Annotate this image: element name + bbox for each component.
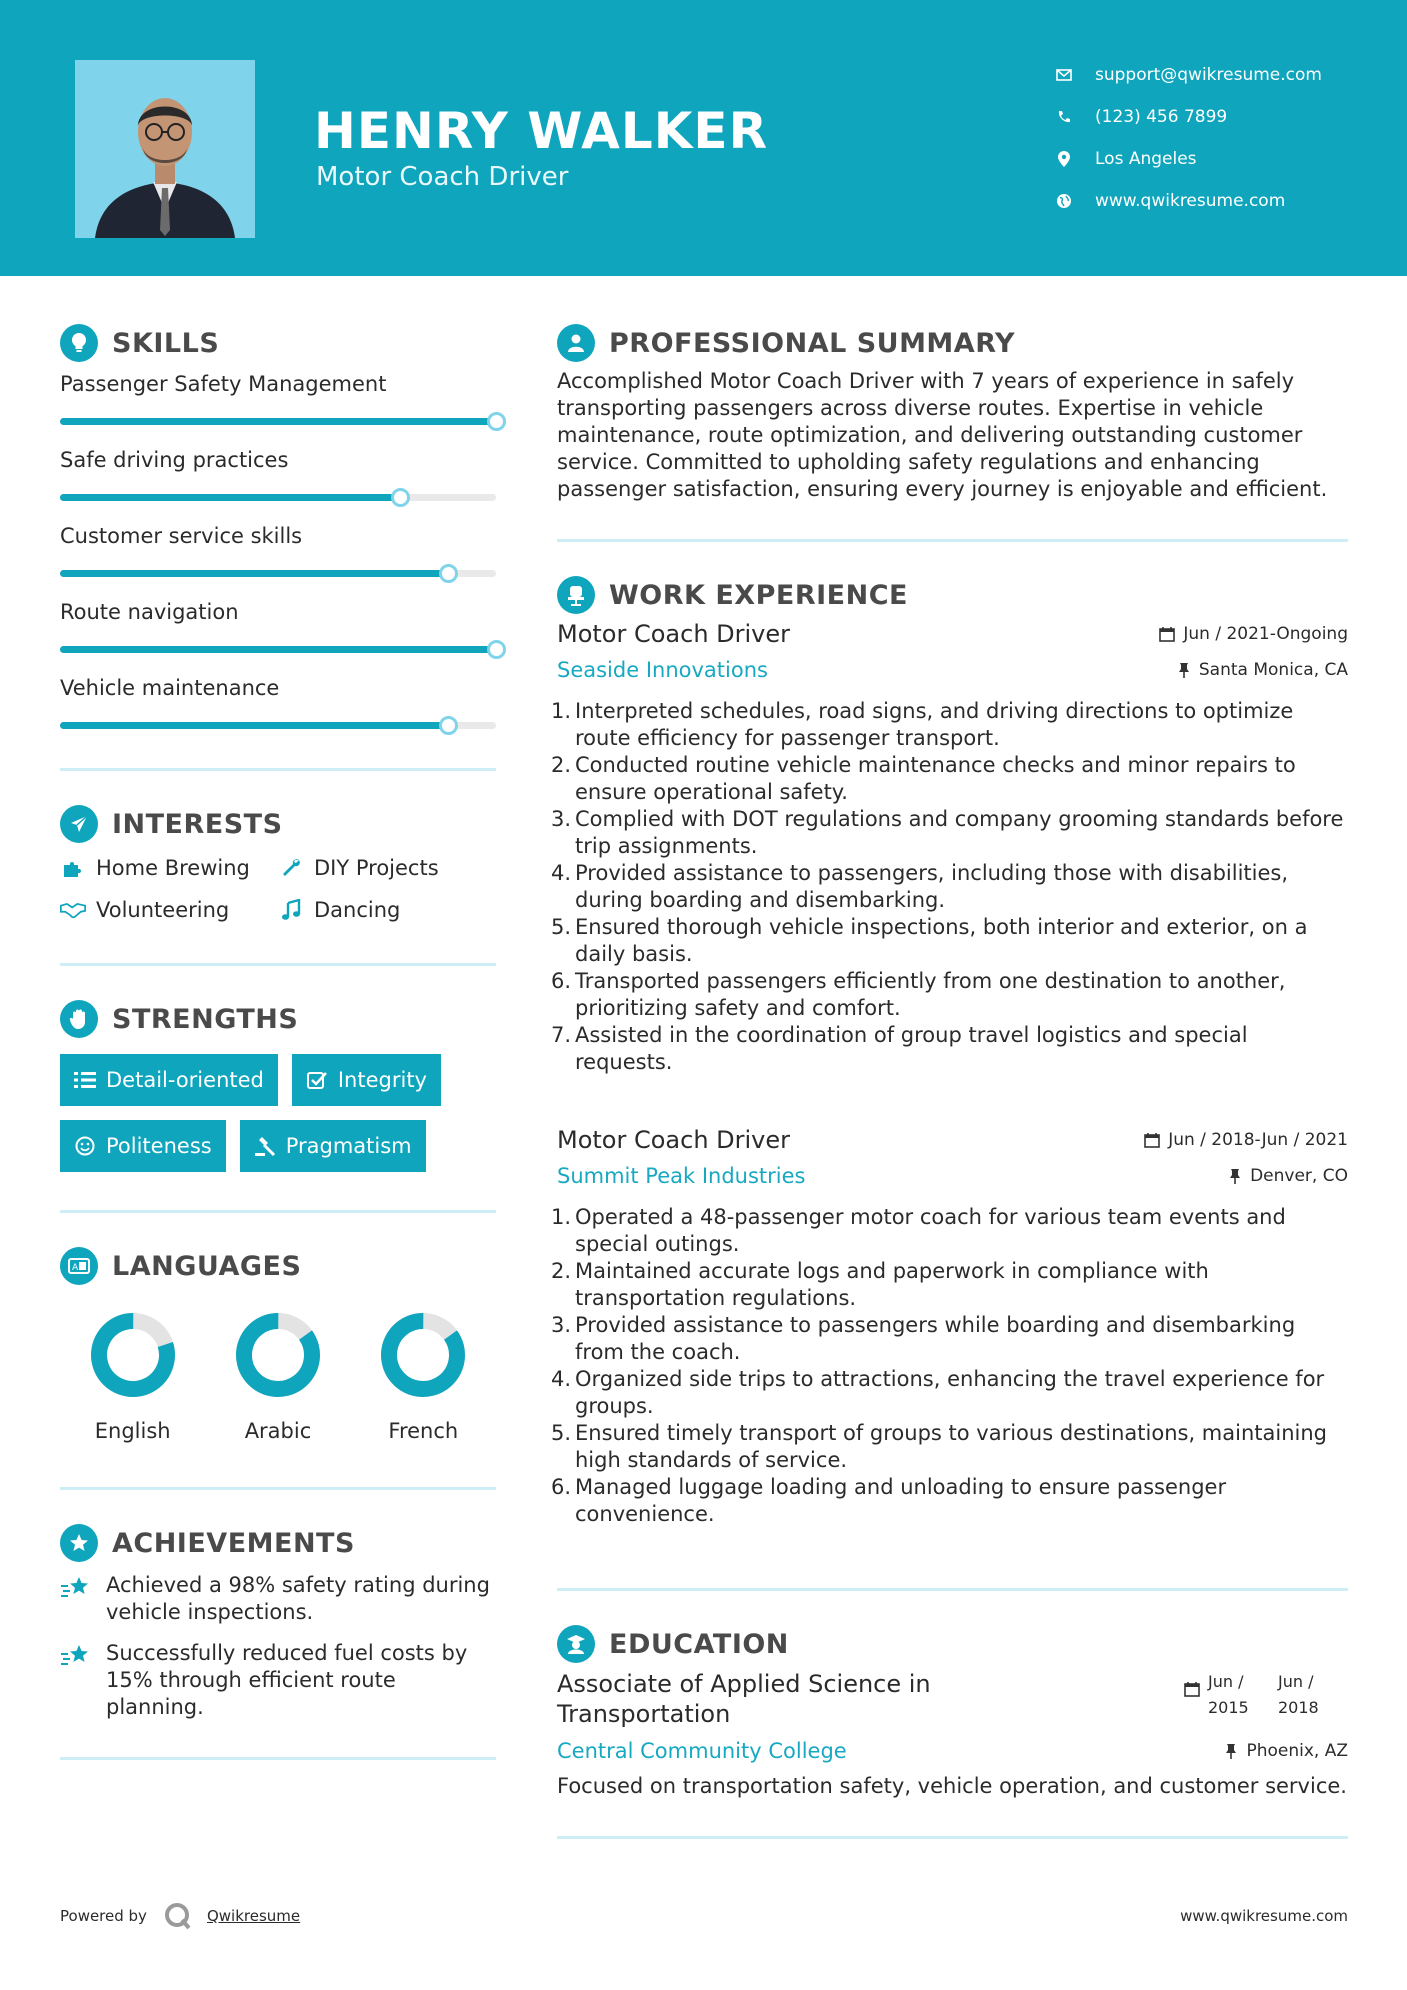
bullet-text: Maintained accurate logs and paperwork in compliance with transportation regulations. <box>575 1259 1209 1310</box>
summary-heading <box>557 318 1348 368</box>
section-divider <box>60 1757 496 1760</box>
list-item: 3. Provided assistance to passengers while boarding and disembarking from the coach. <box>551 1313 1296 1364</box>
shooting-star-icon <box>60 1574 92 1602</box>
bullet-text: Complied with DOT regulations and company grooming standards before trip assignments. <box>575 807 1344 858</box>
calendar-icon <box>1184 1681 1200 1697</box>
list-item: 5. Ensured timely transport of groups to various destinations, maintaining high standards of service. <box>551 1421 1327 1472</box>
strength-label: Pragmatism <box>285 1134 412 1158</box>
achievement-item <box>60 1640 496 1721</box>
smile-icon <box>74 1135 96 1157</box>
education-date <box>1184 1669 1348 1721</box>
contact-email[interactable] <box>1055 54 1322 96</box>
powered-by-label: Powered by <box>60 1907 147 1925</box>
skill-label: Vehicle maintenance <box>60 676 280 700</box>
puzzle-icon <box>60 855 86 881</box>
resume-header <box>0 0 1407 276</box>
skills-title: SKILLS <box>112 327 220 359</box>
job-bullets <box>551 698 1348 1076</box>
languages-heading <box>60 1241 496 1291</box>
graduate-icon <box>557 1625 595 1663</box>
interest-label: Volunteering <box>96 898 230 922</box>
language-label: English <box>94 1419 171 1443</box>
interests-list <box>60 849 496 963</box>
svg-text:A: A <box>72 1263 79 1273</box>
achievements-title: ACHIEVEMENTS <box>112 1527 355 1559</box>
website-text: www.qwikresume.com <box>1095 191 1286 211</box>
bullet-text: Conducted routine vehicle maintenance checks and minor repairs to ensure operational safety. <box>575 753 1296 804</box>
interest-item <box>278 855 496 881</box>
achievement-item <box>60 1572 496 1626</box>
strength-label: Integrity <box>337 1068 427 1092</box>
interest-item <box>278 897 496 923</box>
location-text: Los Angeles <box>1095 149 1197 169</box>
job-location <box>1177 660 1348 680</box>
bullet-text: Organized side trips to attractions, enhancing the travel experience for groups. <box>575 1367 1325 1418</box>
bullet-text: Interpreted schedules, road signs, and driving directions to optimize route efficiency for passenger transport. <box>575 699 1294 750</box>
skill-item <box>60 596 496 672</box>
paper-plane-icon <box>60 805 98 843</box>
music-icon <box>278 897 304 923</box>
list-item: 1. Interpreted schedules, road signs, and driving directions to optimize route efficiency for passenger transport. <box>551 699 1294 750</box>
contact-list <box>1055 54 1322 222</box>
strength-tag <box>60 1120 226 1172</box>
job-date-text: Jun / 2021-Ongoing <box>1183 624 1348 644</box>
education-end <box>1278 1669 1348 1721</box>
profile-photo <box>75 60 255 238</box>
job-date <box>1159 624 1348 644</box>
powered-by <box>60 1901 300 1931</box>
school-name: Central Community College <box>557 1739 847 1763</box>
skill-bar <box>60 646 496 653</box>
job-entry <box>551 1126 1348 1528</box>
skill-knob <box>487 412 506 431</box>
languages-list <box>60 1291 496 1487</box>
contact-phone[interactable] <box>1055 96 1322 138</box>
globe-icon <box>1055 192 1073 210</box>
envelope-icon <box>1055 66 1073 84</box>
list-icon <box>74 1069 96 1091</box>
achievement-text: Successfully reduced fuel costs by 15% through efficient route planning. <box>106 1641 468 1719</box>
star-badge-icon <box>60 1524 98 1562</box>
skill-item <box>60 520 496 596</box>
skill-label: Route navigation <box>60 600 239 624</box>
map-pin-icon <box>1055 150 1073 168</box>
skill-fill <box>60 722 448 729</box>
strength-label: Detail-oriented <box>106 1068 264 1092</box>
skill-knob <box>439 564 458 583</box>
interest-label: Home Brewing <box>96 856 250 880</box>
job-title: Motor Coach Driver <box>557 1126 791 1154</box>
candidate-name: HENRY WALKER <box>314 102 769 160</box>
brand-link[interactable]: Qwikresume <box>206 1907 301 1925</box>
bullet-text: Ensured thorough vehicle inspections, both interior and exterior, on a daily basis. <box>575 915 1308 966</box>
strength-tag <box>240 1120 426 1172</box>
education-description: Focused on transportation safety, vehicle operation, and customer service. <box>557 1774 1347 1798</box>
calendar-icon <box>1159 626 1175 642</box>
phone-icon <box>1055 108 1073 126</box>
calendar-icon <box>1144 1132 1160 1148</box>
strengths-title: STRENGTHS <box>112 1003 299 1035</box>
list-item: 6. Managed luggage loading and unloading to ensure passenger convenience. <box>551 1475 1227 1526</box>
donut-arc <box>90 1312 176 1398</box>
list-item: 4. Provided assistance to passengers, including those with disabilities, during boarding and disembarking. <box>551 861 1289 912</box>
list-item: 5. Ensured thorough vehicle inspections, both interior and exterior, on a daily basis. <box>551 915 1308 966</box>
education-title: EDUCATION <box>609 1628 789 1660</box>
bullet-text: Transported passengers efficiently from one destination to another, prioritizing safety and comfort. <box>575 969 1286 1020</box>
languages-title: LANGUAGES <box>112 1250 302 1282</box>
start-year: 2015 <box>1208 1698 1249 1717</box>
education-location <box>1224 1741 1348 1761</box>
skill-knob <box>487 640 506 659</box>
pushpin-icon <box>1224 1743 1238 1759</box>
phone-text: (123) 456 7899 <box>1095 107 1228 127</box>
bullet-text: Ensured timely transport of groups to various destinations, maintaining high standards of service. <box>575 1421 1327 1472</box>
skills-list <box>60 368 496 748</box>
list-item: 3. Complied with DOT regulations and company grooming standards before trip assignments. <box>551 807 1344 858</box>
skill-label: Customer service skills <box>60 524 303 548</box>
achievements-list <box>60 1568 496 1721</box>
donut-arc <box>234 1311 322 1399</box>
section-divider <box>557 1836 1348 1839</box>
skill-label: Safe driving practices <box>60 448 289 472</box>
shooting-star-icon <box>60 1642 92 1670</box>
skill-bar <box>60 418 496 425</box>
list-item: 1. Operated a 48-passenger motor coach for various team events and special outings. <box>551 1205 1286 1256</box>
interest-label: DIY Projects <box>314 856 439 880</box>
language-label: Arabic <box>244 1419 312 1443</box>
check-square-icon <box>306 1069 328 1091</box>
interest-label: Dancing <box>314 898 401 922</box>
skill-knob <box>391 488 410 507</box>
email-text: support@qwikresume.com <box>1095 65 1322 85</box>
donut-arc <box>379 1311 467 1399</box>
bullet-text: Provided assistance to passengers, including those with disabilities, during boarding and disembarking. <box>575 861 1289 912</box>
job-location-text: Santa Monica, CA <box>1198 660 1348 680</box>
qwikresume-logo-icon <box>163 1901 193 1931</box>
list-item: 2. Conducted routine vehicle maintenance checks and minor repairs to ensure operational safety. <box>551 753 1296 804</box>
hand-icon <box>60 1000 98 1038</box>
language-donut <box>89 1311 177 1399</box>
bullet-text: Managed luggage loading and unloading to ensure passenger convenience. <box>575 1475 1227 1526</box>
skill-knob <box>439 716 458 735</box>
skill-bar <box>60 722 496 729</box>
language-donut <box>379 1311 467 1399</box>
translate-icon <box>60 1247 98 1285</box>
left-column <box>60 318 496 1760</box>
job-date <box>1144 1130 1348 1150</box>
bullet-text: Provided assistance to passengers while boarding and disembarking from the coach. <box>575 1313 1296 1364</box>
language-item <box>351 1311 496 1443</box>
pushpin-icon <box>1228 1168 1242 1184</box>
list-item: 4. Organized side trips to attractions, enhancing the travel experience for groups. <box>551 1367 1325 1418</box>
user-icon <box>557 324 595 362</box>
company-name: Seaside Innovations <box>557 658 768 682</box>
skill-item <box>60 368 496 444</box>
footer <box>60 1898 1348 1934</box>
job-entry <box>551 620 1348 1076</box>
degree-title: Associate of Applied Science in Transportation <box>557 1670 931 1728</box>
list-item: 2. Maintained accurate logs and paperwork in compliance with transportation regulations. <box>551 1259 1209 1310</box>
wrench-icon <box>278 855 304 881</box>
experience-title: WORK EXPERIENCE <box>609 579 908 611</box>
education-start <box>1208 1669 1278 1721</box>
list-item: 6. Transported passengers efficiently from one destination to another, prioritizing safety and comfort. <box>551 969 1286 1020</box>
skill-item <box>60 444 496 520</box>
skill-fill <box>60 570 448 577</box>
interests-heading <box>60 799 496 849</box>
contact-website[interactable] <box>1055 180 1322 222</box>
achievement-text: Achieved a 98% safety rating during vehicle inspections. <box>106 1573 490 1624</box>
gavel-icon <box>254 1135 276 1157</box>
start-month: Jun / <box>1208 1672 1244 1691</box>
language-item <box>60 1311 205 1443</box>
candidate-role: Motor Coach Driver <box>316 162 569 192</box>
language-donut <box>234 1311 322 1399</box>
handshake-icon <box>60 897 86 923</box>
language-item <box>205 1311 350 1443</box>
summary-text: Accomplished Motor Coach Driver with 7 years of experience in safely transporting passengers across diverse routes. Expertise in vehicle maintenance, route optimization, and delivering outstanding customer service. Committed to upholding safety regulations and enhancing passenger satisfaction, ensuring every journey is enjoyable and efficient. <box>557 369 1328 501</box>
interests-title: INTERESTS <box>112 808 283 840</box>
education-heading <box>557 1619 1348 1669</box>
strength-tag <box>60 1054 278 1106</box>
pushpin-icon <box>1177 662 1191 678</box>
job-bullets <box>551 1204 1348 1528</box>
strength-tag <box>292 1054 441 1106</box>
briefcase-chair-icon <box>557 576 595 614</box>
education-location-text: Phoenix, AZ <box>1246 1741 1348 1761</box>
experience-heading <box>557 570 1348 620</box>
job-date-text: Jun / 2018-Jun / 2021 <box>1168 1130 1348 1150</box>
language-label: French <box>388 1419 459 1443</box>
skill-label: Passenger Safety Management <box>60 372 387 396</box>
strength-label: Politeness <box>106 1134 212 1158</box>
skill-bar <box>60 570 496 577</box>
job-location-text: Denver, CO <box>1250 1166 1348 1186</box>
skill-fill <box>60 494 400 501</box>
bullet-text: Operated a 48-passenger motor coach for various team events and special outings. <box>575 1205 1286 1256</box>
footer-website[interactable]: www.qwikresume.com <box>1180 1907 1348 1925</box>
contact-location <box>1055 138 1322 180</box>
strengths-heading <box>60 994 496 1044</box>
end-year: 2018 <box>1278 1698 1319 1717</box>
list-item: 7. Assisted in the coordination of group travel logistics and special requests. <box>551 1023 1248 1074</box>
company-name: Summit Peak Industries <box>557 1164 806 1188</box>
summary-title: PROFESSIONAL SUMMARY <box>609 327 1016 359</box>
achievements-heading <box>60 1518 496 1568</box>
end-month: Jun / <box>1278 1672 1314 1691</box>
bullet-text: Assisted in the coordination of group travel logistics and special requests. <box>575 1023 1248 1074</box>
lightbulb-icon <box>60 324 98 362</box>
job-title: Motor Coach Driver <box>557 620 791 648</box>
skill-bar <box>60 494 496 501</box>
job-location <box>1228 1166 1348 1186</box>
interest-item <box>60 897 278 923</box>
strengths-tags <box>60 1044 496 1210</box>
skills-heading <box>60 318 496 368</box>
right-column <box>551 318 1348 1839</box>
skill-fill <box>60 418 496 425</box>
skill-fill <box>60 646 496 653</box>
interest-item <box>60 855 278 881</box>
skill-item <box>60 672 496 748</box>
